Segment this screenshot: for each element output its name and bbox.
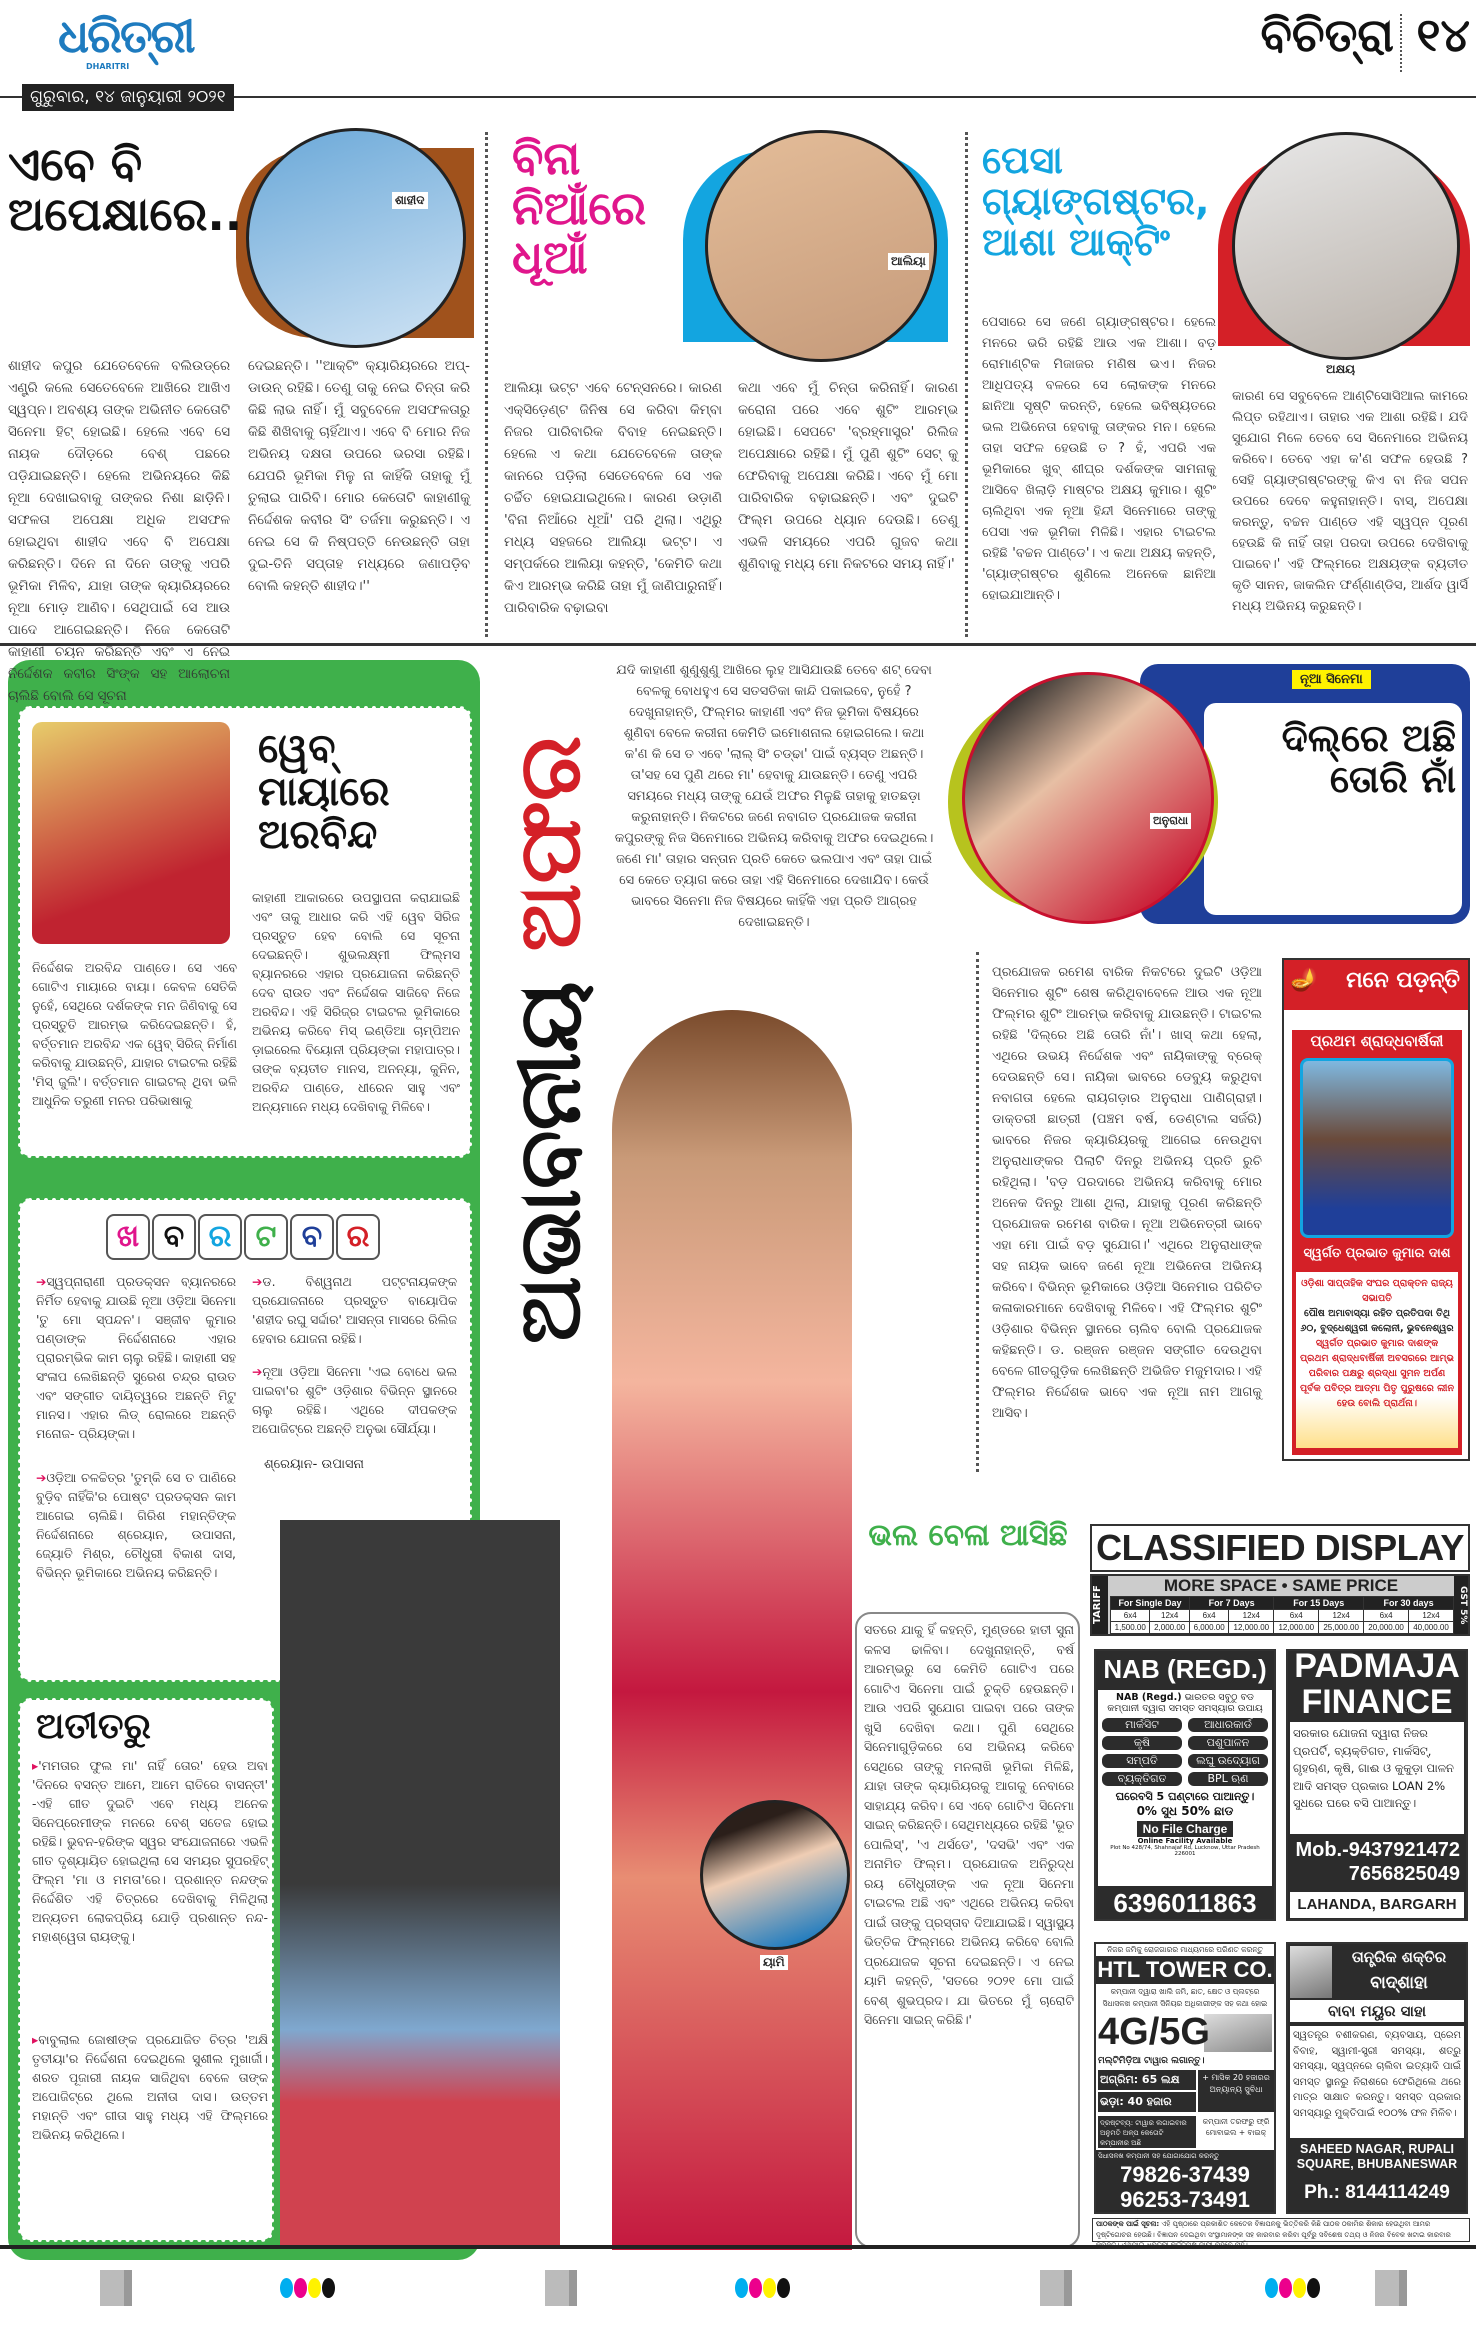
akshay-photo — [1232, 132, 1460, 360]
kb-letter: ଟ — [244, 1214, 288, 1260]
khabar-item-text: ଓଡ଼ିଆ ଚଳଚ୍ଚିତ୍ର 'ତୁମ୍‌କି ସେ ତ ପାଣିରେ ବୁଡ଼ିବ ନାହିଁକି'ର ପୋଷ୍ଟ ପ୍ରଡକ୍ସନ କାମ ଆଗେଇ ଚାଲିଛି। ଗିରିଶ ମହାନ୍ତିଙ୍କ ନିର୍ଦ୍ଦେଶନାରେ ଶ୍ରେୟାନ, ଉପାସନା, ଜ୍ୟୋତି ମିଶ୍ର, ଚୌଧୁରୀ ବିକାଶ ଦାସ, ବିଭିନ୍ନ ଭୂମିକାରେ ଅଭିନୟ କରିଛନ୍ତି। — [36, 1470, 236, 1580]
obituary-line2: ପୌଷ ଅମାବାସ୍ୟା ରହିତ ପ୍ରତିପଦା ତିଥି — [1304, 1308, 1450, 1319]
nab-pill: ଲଘୁ ଉଦ୍ୟୋଗ — [1188, 1754, 1268, 1768]
nab-body — [1098, 1690, 1272, 1886]
kb-letter: ର — [336, 1214, 380, 1260]
khabar-item-text: ନୂଆ ଓଡ଼ିଆ ସିନେମା 'ଏଇ ବୋଧେ ଭଲ ପାଇବା'ର ଶୁଟିଂ ଓଡ଼ିଶାର ବିଭିନ୍ନ ସ୍ଥାନରେ ଚାଲୁ ରହିଛି। ଏଥିରେ ଦୀପକଙ୍କ ଅପୋଜିଟ୍‌ରେ ଅଛନ୍ତି ଅନୁଭା ସୌର୍ଯ୍ୟା। — [252, 1364, 457, 1436]
tariff-size: 12x4 — [1150, 1610, 1189, 1622]
shahid-headline: ଏବେ ବି ଅପେକ୍ଷାରେ.. — [8, 137, 243, 241]
tariff-size: 6x4 — [1189, 1610, 1228, 1622]
atitaru-item-text: 'ମମତାର ଫୁଲ ମା' ନାହିଁ ତୋର' ହେଉ ଅବା 'ଦିନରେ ବସନ୍ତ ଆମେ, ଆମେ ରାତିରେ ବାସନ୍ତୀ' -ଏହି ଗୀତ ଦୁଇଟି ଏବେ ମଧ୍ୟ ଅନେକ ସିନେପ୍ରେମୀଙ୍କ ମନରେ ବେଶ୍ ସତେଜ ହୋଇ ରହିଛି। ଭୁବନ-ହରିଙ୍କ ସ୍ୱର ସଂଯୋଜନାରେ ଏଭଳି ଗୀତ ଦୃଶ୍ୟାୟିତ ହୋଇଥିଲା ସେ ସମୟର ସୁପରହିଟ୍ ଫିଲ୍ମ 'ମା ଓ ମମତା'ରେ। ପ୍ରଶାନ୍ତ ନନ୍ଦଙ୍କ ନିର୍ଦ୍ଦେଶିତ ଏହି ଚିତ୍ରରେ ଦେଖିବାକୁ ମିଳିଥିଲା ଅନ୍ୟତମ ଲୋକପ୍ରିୟ ଯୋଡ଼ି ପ୍ରଶାନ୍ତ ନନ୍ଦ-ମହାଶ୍ୱେତା ରାୟଙ୍କୁ। — [32, 1758, 268, 1944]
classified-title: CLASSIFIED DISPLAY — [1090, 1524, 1470, 1572]
obituary-line1: ଓଡ଼ିଶା ସାପ୍ତାହିକ ସଂଘର ପ୍ରାକ୍ତନ ରାଜ୍ୟ ସଭାପତି — [1301, 1278, 1453, 1304]
obituary-title: ପ୍ରଥମ ଶ୍ରାଦ୍ଧବାର୍ଷିକୀ — [1310, 1032, 1444, 1050]
khabar-tabar-logo — [106, 1214, 382, 1260]
htl-monthly: + ମାସିକ 20 ହଜାରର ଅନ୍ୟାନ୍ୟ ସୁବିଧା — [1198, 2070, 1274, 2112]
khabar-item-text: ସ୍ୱପ୍ନାରାଣୀ ପ୍ରଡକ୍ସନ ବ୍ୟାନରରେ ନିର୍ମିତ ହେବାକୁ ଯାଉଛି ନୂଆ ଓଡ଼ିଆ ସିନେମା 'ତୁ ମୋ ସ୍ପନ୍ଦନ'। ସଞ୍ଜୀବ କୁମାର ପଣ୍ଡାଙ୍କ ନିର୍ଦ୍ଦେଶନାରେ ଏହାର ପ୍ରାରମ୍ଭିକ କାମ ଚାଲୁ ରହିଛି। କାହାଣୀ ସହ ସଂଳାପ ଲେଖିଛନ୍ତି ସୁରେଶ ଚନ୍ଦ୍ର ରାଉତ ଏବଂ ସଙ୍ଗୀତ ଦାୟିତ୍ୱରେ ଅଛନ୍ତି ମିଟୁ ମାନସ। ଏହାର ଲିଡ୍ ରୋଲରେ ଅଛନ୍ତି ମନୋଜ- ପ୍ରିୟଙ୍କା। — [36, 1274, 236, 1441]
tariff-price: 6,000.00 — [1189, 1622, 1228, 1634]
nab-pill: BPL ଋଣ — [1188, 1772, 1268, 1786]
tariff-period: For 7 Days — [1189, 1597, 1273, 1610]
tariff-size: 12x4 — [1229, 1610, 1274, 1622]
bottom-rule — [0, 2245, 1476, 2249]
shreyan-upasana-photo — [280, 1520, 560, 2248]
registration-block — [1040, 2270, 1072, 2306]
triangle-icon: ▸ — [32, 1758, 39, 1773]
triangle-icon: ▸ — [32, 2032, 39, 2047]
masthead-logo — [58, 8, 228, 78]
anuradha-caption: ଅନୁରାଧା — [1150, 813, 1191, 829]
akshay-headline: ପେସା ଗ୍ୟାଙ୍ଗଷ୍ଟର, ଆଶା ଆକ୍ଟିଂ — [982, 138, 1210, 265]
yami-caption: ୟାମି — [760, 1955, 788, 1970]
atitaru-item-text: ବାବୁଲାଲ ଜୋଷୀଙ୍କ ପ୍ରଯୋଜିତ ଚିତ୍ର 'ଅକ୍ଷି ତୃତୀୟା'ର ନିର୍ଦ୍ଦେଶନା ଦେଇଥିଲେ ସୁଶୀଲ ମୁଖାର୍ଜୀ। ଶରତ ପୂଜାରୀ ନାୟକ ସାଜିଥିବା ବେଳେ ତାଙ୍କ ଅପୋଜିଟ୍‌ରେ ଥିଲେ ଅନୀତା ଦାସ। ଉତ୍ତମ ମହାନ୍ତି ଏବଂ ଗୀତା ସାହୁ ମଧ୍ୟ ଏହି ଫିଲ୍ମରେ ଅଭିନୟ କରିଥିଲେ। — [32, 2032, 268, 2142]
anuradha-photo — [962, 672, 1214, 924]
tariff-tagline: MORE SPACE • SAME PRICE — [1163, 1576, 1399, 1595]
tariff-price: 12,000.00 — [1229, 1622, 1274, 1634]
tariff-box — [1090, 1574, 1470, 1636]
anuradha-body: ପ୍ରଯୋଜକ ରମେଶ ବାରିକ ନିକଟରେ ଦୁଇଟି ଓଡ଼ିଆ ସିନେମାର ଶୁଟିଂ ଶେଷ କରିଥିବାବେଳେ ଆଉ ଏକ ନୂଆ ଫିଲ୍ମର ଶୁଟିଂ ଆରମ୍ଭ କରିବାକୁ ଯାଉଛନ୍ତି। ଟାଇଟଲ ରହିଛି 'ଦିଲ୍‌ରେ ଅଛି ତୋରି ନାଁ'। ଖାସ୍ କଥା ହେଲା, ଏଥିରେ ଉଭୟ ନିର୍ଦ୍ଦେଶକ ଏବଂ ନାୟିକାଙ୍କୁ ବ୍ରେକ୍ ଦେଉଛନ୍ତି ସେ। ନାୟିକା ଭାବରେ ଡେବ୍ୟୁ କରୁଥିବା ନବାଗତା ହେଲେ ରାୟଗଡ଼ାର ଅନୁରାଧା ପାଣିଗ୍ରାହୀ। ଡାକ୍ତରୀ ଛାତ୍ରୀ (ପଞ୍ଚମ ବର୍ଷ, ଡେଣ୍ଟାଲ ସର୍ଜରି) ଭାବରେ ନିଜର କ୍ୟାରିୟରକୁ ଆଗେଇ ନେଉଥିବା ଅନୁରାଧାଙ୍କର ପିଲାଟି ଦିନରୁ ଅଭିନୟ ପ୍ରତି ରୁଚି ରହିଥିଲା। 'ବଡ଼ ପରଦାରେ ଅଭିନୟ କରିବାକୁ ମୋର ଅନେକ ଦିନରୁ ଆଶା ଥିଲା, ଯାହାକୁ ପୂରଣ କରିଛନ୍ତି ପ୍ରଯୋଜକ ରମେଶ ବାରିକ। ନୂଆ ଅଭିନେତ୍ରୀ ଭାବେ ଏହା ମୋ ପାଇଁ ବଡ଼ ସୁଯୋଗ।' ଏଥିରେ ଅନୁରାଧାଙ୍କ ସହ ନାୟକ ଭାବେ ଜଣେ ନୂଆ ଅଭିନେତା ଅଭିନୟ କରିବେ। ବିଭିନ୍ନ ଭୂମିକାରେ ଓଡ଼ିଆ ସିନେମାର ପରିଚିତ କଳାକାରମାନେ ଦେଖିବାକୁ ମିଳିବେ। ଏହି ଫିଲ୍ମର ଶୁଟିଂ ଓଡ଼ିଶାର ବିଭିନ୍ନ ସ୍ଥାନରେ ଚାଲିବ ବୋଲି ପ୍ରଯୋଜକ କହିଛନ୍ତି। ଡ. ରଞ୍ଜନ ରଞ୍ଜନ ସଙ୍ଗୀତ ଦେଉଥିବା ବେଳେ ଗୀତଗୁଡ଼ିକ ଲେଖିଛନ୍ତି ଅଭିଜିତ ମଜୁମଦାର। ଏହି ଫିଲ୍ମର ନିର୍ଦ୍ଦେଶକ ଭାବେ ଏକ ନୂଆ ନାମ ଆଗକୁ ଆସିବ। — [992, 965, 1262, 1421]
kareena-headline-vertical — [490, 690, 610, 1410]
khabar-item-text: ଡ. ବିଶ୍ୱନାଥ ପଟ୍ଟନାୟକଙ୍କ ପ୍ରଯୋଜନାରେ ପ୍ରସ୍ତୁତ ବାୟୋପିକ 'ଶହୀଦ ରଘୁ ସର୍ଦ୍ଦାର' ଆସନ୍ତା ମାସରେ ରିଲିଜ ହେବାର ଯୋଜନା ରହିଛି। — [252, 1274, 457, 1346]
nab-title: NAB (REGD.) — [1103, 1654, 1267, 1684]
kb-letter: ବ — [290, 1214, 334, 1260]
khabar-item — [252, 1362, 457, 1438]
arrow-icon: ➔ — [252, 1274, 263, 1289]
nab-services — [1102, 1716, 1268, 1788]
column-divider — [485, 132, 488, 637]
kareena-body: ଯଦି କାହାଣୀ ଶୁଣୁଶୁଣୁ ଆଖିରେ ଲୁହ ଆସିଯାଉଛି ତେବେ ଶଟ୍ ଦେବା ବେଳକୁ ବୋଧହୁଏ ସେ ସତସତିକା କାନ୍ଦି ପକାଇବେ, ନୁହେଁ ? ଦେଖୁନାହାନ୍ତି, ଫିଲ୍ମର କାହାଣୀ ଏବଂ ନିଜ ଭୂମିକା ବିଷୟରେ ଶୁଣିବା ବେଳେ କରୀନା କେମିତି ଇମୋଶନାଲ ହୋଇଗଲେ। କଥା କ'ଣ କି ସେ ତ ଏବେ 'ଲାଲ୍ ସିଂ ଚଡ୍ଢା' ପାଇଁ ବ୍ୟସ୍ତ ଅଛନ୍ତି। ତା'ସହ ସେ ପୁଣି ଥରେ ମା' ହେବାକୁ ଯାଉଛନ୍ତି। ତେଣୁ ଏପରି ସମୟରେ ମଧ୍ୟ ତାଙ୍କୁ ଯେଉଁ ଅଫର ମିଳୁଛି ତାହାକୁ ହାତଛଡ଼ା କରୁନାହାନ୍ତି। ନିକଟରେ ଜଣେ ନବାଗତ ପ୍ରଯୋଜକ କରୀନା କପୁରଙ୍କୁ ନିଜ ସିନେମାରେ ଅଭିନୟ କରିବାକୁ ଅଫର ଦେଇଥିଲେ। ଜଣେ ମା' ତାହାର ସନ୍ତାନ ପ୍ରତି କେତେ ଭଲପାଏ ଏବଂ ତାହା ପାଇଁ ସେ କେତେ ତ୍ୟାଗ କରେ ତାହା ଏହି ସିନେମାରେ ଦେଖାଯିବ। କେଉଁ ଭାବରେ ସିନେମା ନିଜ ବିଷୟରେ କାହିଁକି ଏହା ପ୍ରତି ଆଗ୍ରହ ଦେଖାଇଛନ୍ତି। — [614, 660, 934, 933]
alia-col2: କଥା ଏବେ ମୁଁ ଚିନ୍ତା କରିନାହିଁ। କାରଣ କରୋନା ପରେ ଏବେ ଶୁଟିଂ ଆରମ୍ଭ ହୋଇଛି। ସେପଟେ 'ବ୍ରହ୍ମାସ୍ତ୍ର' ରିଲିଜ ଅପେକ୍ଷାରେ ରହିଛି। ମୁଁ ପୁଣି ଶୁଟିଂ ସେଟ୍ କୁ ଫେରିବାକୁ ଅପେକ୍ଷା କରିଛି। ଏବେ ମୁଁ ମୋ ପାରିବାରିକ ବଢ଼ାଇଛନ୍ତି। ଏବଂ ଦୁଇଟି ଫିଲ୍ମ ଉପରେ ଧ୍ୟାନ ଦେଉଛି। ତେଣୁ ଏଭଳି ସମୟରେ ଏପରି ଗୁଜବ କଥା ଶୁଣିବାକୁ ମଧ୍ୟ ମୋ ନିକଟରେ ସମୟ ନାହିଁ।' — [738, 381, 958, 572]
atitaru-headline: ଅତୀତରୁ — [36, 1706, 151, 1747]
kareena-photo — [612, 1010, 852, 2250]
nab-intro: ଭାରତର ସବୁଠୁ ବଡ କମ୍ପାନୀ ଦ୍ୱାରା ସମସ୍ତ ସମସ୍ୟାର ଉପାୟ — [1107, 1692, 1263, 1714]
nab-pill: କୃଷି — [1102, 1736, 1182, 1750]
nab-pill: ଆଧାରକାର୍ଡ — [1188, 1718, 1268, 1732]
lamp-icon: 🪔 — [1290, 968, 1318, 993]
htl-tower-image — [1204, 2014, 1272, 2052]
yami-photo — [700, 1800, 850, 1950]
obituary-name: ସ୍ୱର୍ଗତ ପ୍ରଭାତ କୁମାର ଦାଶ — [1303, 1246, 1451, 1261]
obituary-line3: ୬୦, ବୁଦ୍ଧେଶ୍ୱରୀ କଲୋନୀ, ଭୁବନେଶ୍ୱର — [1300, 1323, 1454, 1334]
baba-photo — [1290, 1946, 1332, 1998]
arrow-icon: ➔ — [252, 1364, 263, 1379]
anuradha-headline: ଦିଲ୍‌ରେ ଅଛି ତୋରି ନାଁ — [1281, 716, 1456, 802]
kb-letter: ଖ — [106, 1214, 150, 1260]
htl-contact: ସିଧାସଳଖ କମ୍ପାନୀ ସହ ଯୋଗାଯୋଗ କରନ୍ତୁ — [1096, 2150, 1274, 2163]
yami-body: ସତରେ ଯାକୁ ହିଁ କହନ୍ତି, ମୁଣ୍ଡରେ ହାତୀ ସୁନା କଳସ ଢାଳିବା। ଦେଖୁନାହାନ୍ତି, ବର୍ଷ ଆରମ୍ଭରୁ ସେ କେମିତି ଗୋଟିଏ ପରେ ଗୋଟିଏ ସିନେମା ପାଇଁ ଚୁକ୍ତି ହେଉଛନ୍ତି। ଆଉ ଏପରି ସୁଯୋଗ ପାଇବା ପରେ ତାଙ୍କ ଖୁସି ଦେଖିବା କଥା। ପୁଣି ସେଥିରେ ସିନେମାଗୁଡ଼ିକରେ ସେ ଅଭିନୟ କରିବେ ସେଥିରେ ତାଙ୍କୁ ମନଲାଖି ଭୂମିକା ମିଳିଛି, ଯାହା ତାଙ୍କ କ୍ୟାରିୟରକୁ ଆଗକୁ ନେବାରେ ସାହାଯ୍ୟ କରିବ। ସେ ଏବେ ଗୋଟିଏ ସିନେମା ସାଇନ୍ କରିଛନ୍ତି। ସେଥିମଧ୍ୟରେ ରହିଛି 'ଭୂତ ପୋଲିସ୍', 'ଏ ଥର୍ସଡେ', 'ଦସଭି' ଏବଂ ଏକ ଅନାମିତ ଫିଲ୍ମ। ପ୍ରଯୋଜକ ଅନିରୁଦ୍ଧ ରୟ ଚୌଧୁରୀଙ୍କ ଏକ ନୂଆ ସିନେମା ଟାଇଟଲ ଅଛି ଏବଂ ଏଥିରେ ଅଭିନୟ କରିବା ପାଇଁ ତାଙ୍କୁ ପ୍ରସ୍ତାବ ଦିଆଯାଇଛି। ସ୍ୱାସ୍ଥ୍ୟ ଭିତ୍ତିକ ଫିଲ୍ମରେ ଅଭିନୟ କରିବେ ବୋଲି ପ୍ରଯୋଜକ ସୂଚନା ଦେଇଛନ୍ତି। ଏ ନେଇ ୟାମି କହନ୍ତି, 'ସତରେ ୨୦୨୧ ମୋ ପାଇଁ ବେଶ୍ ଶୁଭପ୍ରଦ। ଯା ଭିତରେ ମୁଁ ଚାରୋଟି ସିନେମା ସାଇନ୍ କରିଛି।' — [864, 1622, 1074, 2027]
kareena-headline-part2: ଅଫର — [500, 735, 600, 952]
padmaja-mobile: Mob.-9437921472 — [1295, 1839, 1460, 1861]
tariff-price: 40,000.00 — [1409, 1622, 1454, 1634]
notice-text: ଏହି ପୃଷ୍ଠାରେ ପ୍ରକାଶିତ କେତେକ ବିଜ୍ଞାପନକୁ ଭିତ୍ତିକରି କିଛି ପାଠକ ଠକାମିର ଶିକାର ହେଉଥିବା ଆମର ଦୃଷ୍ଟିଗୋଚର ହେଉଛି। ବିଜ୍ଞାପନ ଦେଇଥିବା ସଂସ୍ଥାମାନଙ୍କ ସହ କାରବାର କରିବା ପୂର୍ବରୁ ସବିଶେଷ ତଥ୍ୟ ଓ ନିଜର ବିବେକ ଖଟାଇ କାରବାର କରନ୍ତୁ। ଏଥିପାଇଁ ଧରିତ୍ରୀ କର୍ତ୍ତୃପକ୍ଷ ଦାୟୀ ରହିବେ ନାହିଁ। — [1096, 2220, 1451, 2249]
alia-caption: ଆଲିୟା — [888, 253, 929, 270]
tariff-price: 25,000.00 — [1319, 1622, 1364, 1634]
tariff-size: 6x4 — [1364, 1610, 1409, 1622]
htl-free: କମ୍ପାନୀ ତରଫରୁ ଫ୍ରି ମୋବାଇଲ + ବାଇକ୍ — [1202, 2117, 1270, 2137]
arvind-col2: କାହାଣୀ ଆକାରରେ ଉପସ୍ଥାପନା କରାଯାଇଛି ଏବଂ ତାକୁ ଆଧାର କରି ଏହି ୱେବ ସିରିଜ ପ୍ରସ୍ତୁତ ହେବ ବୋଲି ସେ ସୂଚନା ଦେଇଛନ୍ତି। ଶୁଭଲକ୍ଷ୍ମୀ ଫିଲ୍ମସ ବ୍ୟାନରରେ ଏହାର ପ୍ରଯୋଜନା କରିଛନ୍ତି ଦେବ ରାଉତ ଏବଂ ନିର୍ଦ୍ଦେଶକ ସାଜିବେ ନିଜେ ଅରବିନ୍ଦ। ଏହି ସିରିଜ୍‌ର ଟାଇଟଲ ଭୂମିକାରେ ଅଭିନୟ କରିବେ ମିସ୍ ଇଣ୍ଡିଆ ଚାମ୍ପିଅନ ଡ଼ାଇରେଲ ବିୟୋନୀ ପ୍ରିୟଙ୍କା ମହାପାତ୍ର। ତାଙ୍କ ବ୍ୟତୀତ ମାନସ, ଅନନ୍ୟା, କୁନିନ, ଅରବିନ୍ଦ ପାଣ୍ଡେ, ଧୀରେନ ସାହୁ ଏବଂ ଅନ୍ୟମାନେ ମଧ୍ୟ ଦେଖିବାକୁ ମିଳିବେ। — [252, 890, 460, 1114]
padmaja-body: ସରକାର ଯୋଜନା ଦ୍ୱାରା ନିଜର ପ୍ରପର୍ଟି, ବ୍ୟକ୍ତିଗତ, ମାର୍କସିଟ୍, ଗୃହଋଣ, କୃଷି, ଗାଈ ଓ କୁକୁଡ଼ା ପାଳନ ଆଦି ସମସ୍ତ ପ୍ରକାର LOAN 2% ସୁଧରେ ଘରେ ବସି ପାଆନ୍ତୁ। — [1290, 1722, 1464, 1834]
new-cinema-tag: ନୂଆ ସିନେମା — [1292, 670, 1371, 689]
page-number: ୧୪ — [1416, 8, 1470, 62]
nab-phone: 6396011863 — [1113, 1888, 1257, 1918]
nab-address: Plot No 428/74, Shahnajaf Rd, Lucknow, Uttar Pradesh 226001 — [1110, 1845, 1260, 1857]
akshay-caption: ଅକ୍ଷୟ — [1326, 362, 1356, 376]
tariff-price: 12,000.00 — [1274, 1622, 1319, 1634]
title-divider — [1400, 14, 1402, 72]
padmaja-title2: FINANCE — [1301, 1683, 1453, 1721]
htl-multimedia: ମଲ୍ଟିମିଡ଼ିଆ ଟାୱାର ଲଗାନ୍ତୁ। — [1098, 2056, 1205, 2066]
shahid-col2: ଦେଇଛନ୍ତି। ''ଆକ୍ଟିଂ କ୍ୟାରିୟରରେ ଅପ୍-ଡାଉନ୍ ରହିଛି। ତେଣୁ ତାକୁ ନେଇ ଚିନ୍ତା କରି କିଛି ଲାଭ ନାହିଁ। ମୁଁ ସବୁବେଳେ ଅସଫଳତାରୁ କିଛି ଶିଖିବାକୁ ଚାହିଁଥାଏ। ଏବେ ବି ମୋର ନିଜ ଅଭିନୟ ଦକ୍ଷତା ଉପରେ ଭରସା ରହିଛି। ଯେପରି ଭୂମିକା ମିଳୁ ନା କାହିଁକି ତାହାକୁ ମୁଁ ତୁଲାଇ ପାରିବି। ମୋର କେତୋଟି କାହାଣୀକୁ ନିର୍ଦ୍ଦେଶକ କବୀର ସିଂ ତର୍ଜମା କରୁଛନ୍ତି। ଏ ନେଇ ସେ କି ନିଷ୍ପତ୍ତି ନେଉଛନ୍ତି ତାହା ଦୁଇ-ତିନି ସପ୍ତାହ ମଧ୍ୟରେ ଜଣାପଡ଼ିବ ବୋଲି କହନ୍ତି ଶାହୀଦ।'' — [248, 359, 470, 594]
nab-pill: ବ୍ୟକ୍ତିଗତ — [1102, 1772, 1182, 1786]
alia-photo — [705, 130, 937, 362]
tantrik-title2: ବାଦ୍‌ଶାହା — [1370, 1973, 1428, 1993]
tariff-size: 6x4 — [1274, 1610, 1319, 1622]
htl-top: ନିଜର ଜମିକୁ ରୋଜଗାରର ମାଧ୍ୟମରେ ପରିଣତ କରନ୍ତୁ — [1107, 1945, 1263, 1954]
tariff-period: For 15 Days — [1274, 1597, 1364, 1610]
arrow-icon: ➔ — [36, 1470, 47, 1485]
notice-label: ପାଠକଙ୍କ ପାଇଁ ସୂଚନା: — [1096, 2220, 1160, 2228]
tariff-period: For 30 days — [1364, 1597, 1454, 1610]
kb-letter: ର — [198, 1214, 242, 1260]
htl-note: ଦ୍ରଷ୍ଟବ୍ୟ: ଟାୱାର ଲଗାଇବାର ଅନୁମତି ଅଳ୍ପ କେତୋଟି କମ୍ପାନୀର ଅଛି — [1098, 2116, 1196, 2148]
nab-intro-bold: NAB (Regd.) — [1116, 1692, 1182, 1703]
obituary-line4: ସ୍ୱର୍ଗତ ପ୍ରଭାତ କୁମାର ଦାଶଙ୍କ ପ୍ରଥମ ଶ୍ରାଦ୍ଧବାର୍ଷିକୀ ଅବସରରେ ଆମ୍ଭ ପରିବାର ପକ୍ଷରୁ ଶ୍ରଦ୍ଧା ସୁମନ ଅର୍ପଣ ପୂର୍ବକ ପବିତ୍ର ଆତ୍ମା ପିତୃ ପୁରୁଷରେ ଲୀନ ହେଉ ବୋଲି ପ୍ରାର୍ଥନା। — [1300, 1338, 1454, 1409]
arvind-col1: ନିର୍ଦ୍ଦେଶକ ଅରବିନ୍ଦ ପାଣ୍ଡେ। ସେ ଏବେ ଗୋଟିଏ ମାୟାରେ ବାୟା। କେବଳ ସେତିକି ନୁହେଁ, ସେଥିରେ ଦର୍ଶକଙ୍କ ମନ ଜିଣିବାକୁ ସେ ପ୍ରସ୍ତୁତି ଆରମ୍ଭ କରିଦେଇଛନ୍ତି। ହଁ, ବର୍ତ୍ତମାନ ଅରବିନ୍ଦ ଏକ ୱେବ୍ ସିରିଜ୍ ନିର୍ମାଣ କରିବାକୁ ଯାଉଛନ୍ତି, ଯାହାର ଟାଇଟଲ ରହିଛି 'ମିସ୍ ଜୁଲି'। ବର୍ତ୍ତମାନ ଗାଇଟଲ୍ ଥିବା ଭଳି ଆଧୁନିକ ତରୁଣୀ ମନର ପରିଭାଷାକୁ — [32, 960, 237, 1108]
section-title: ବିଚିତ୍ରା — [1260, 8, 1394, 62]
htl-rent: ଭଡ଼ା: 40 ହଜାର — [1098, 2092, 1196, 2112]
khabar-item — [36, 1468, 236, 1582]
tariff-label: TARIFF — [1092, 1576, 1108, 1634]
column-divider — [976, 952, 979, 1472]
arvind-photo — [32, 722, 230, 944]
tariff-size: 12x4 — [1319, 1610, 1364, 1622]
atitaru-item — [32, 2030, 268, 2144]
htl-title: HTL TOWER CO. — [1097, 1957, 1273, 1982]
htl-phone2: 96253-73491 — [1096, 2187, 1274, 2212]
atitaru-item — [32, 1756, 268, 1946]
tariff-price: 2,000.00 — [1150, 1622, 1189, 1634]
tantrik-title1: ତାନ୍ତ୍ରିକ ଶକ୍ତିର — [1351, 1948, 1447, 1966]
htl-line2: ସିଧାସଳଖ କମ୍ପାନୀ ସିନିୟର ଅଧିକାରୀଙ୍କ ସହ କଥା ହୋଇ — [1102, 1999, 1268, 2008]
khabar-item — [36, 1272, 236, 1443]
akshay-col2: କାରଣ ସେ ସବୁବେଳେ ଆଣ୍ଟିସୋସିଆଲ କାମରେ ଲିପ୍ତ ରହିଥାଏ। ତାହାର ଏକ ଆଶା ରହିଛି। ଯଦି ସୁଯୋଗ ମିଳେ ତେବେ ସେ ସିନେମାରେ ଅଭିନୟ କରିବେ। ତେବେ ଏହା କ'ଣ ସଫଳ ହେଉଛି ? ସେହି ଗ୍ୟାଙ୍ଗଷ୍ଟରଙ୍କୁ କିଏ ବା ନିଜ ସପନ ଉପରେ ଦେବେ କହୁନାହାନ୍ତି। ବାସ୍, ଅପେକ୍ଷା କରନ୍ତୁ, ବଚ୍ଚନ ପାଣ୍ଡେ ଏହି ସ୍ୱପ୍ନ ପୂରଣ ହେଉଛି କି ନାହିଁ ତାହା ପରଦା ଉପରେ ଦେଖିବାକୁ ପାଇବେ।' ଏହି ଫିଲ୍ମରେ ଅକ୍ଷୟଙ୍କ ବ୍ୟତୀତ କୃତି ସାନନ, ଜାକଲିନ ଫର୍ଣ୍ଣାଣ୍ଡିସ, ଆର୍ଶଦ ୱାର୍ସି ମଧ୍ୟ ଅଭିନୟ କରୁଛନ୍ତି। — [1232, 389, 1468, 614]
akshay-col1: ପେସାରେ ସେ ଜଣେ ଗ୍ୟାଙ୍ଗଷ୍ଟର। ହେଲେ ମନରେ ଭରି ରହିଛି ଆଉ ଏକ ଆଶା। ବଡ଼ ରୋମାଣ୍ଟିକ ମିଜାଜର ମଣିଷ ଭଏ। ନିଜର ଆଧିପତ୍ୟ ବଳରେ ସେ ଲୋକଙ୍କ ମନରେ ଛାନିଆ ସୃଷ୍ଟି କରନ୍ତି, ହେଲେ ଭବିଷ୍ୟତରେ ଭଲ ଅଭିନେତା ହେବାକୁ ତାଙ୍କର ମନ। ହେଲେ ତାହା ସଫଳ ହେଉଛି ତ ? ହଁ, ଏପରି ଏକ ଭୂମିକାରେ ଖୁବ୍ ଶୀଘ୍ର ଦର୍ଶକଙ୍କ ସାମନାକୁ ଆସିବେ ଖିଲାଡ଼ି ମାଷ୍ଟର ଅକ୍ଷୟ କୁମାର। ଶୁଟିଂ ଚାଲିଥିବା ଏକ ନୂଆ ହିନ୍ଦୀ ସିନେମାରେ ତାଙ୍କୁ ପେସା ଏକ ଭୂମିକା ମିଳିଛି। ଏହାର ଟାଇଟଲ ରହିଛି 'ବଚ୍ଚନ ପାଣ୍ଡେ'। ଏ କଥା ଅକ୍ଷୟ କହନ୍ତି, 'ଗ୍ୟାଙ୍ଗଷ୍ଟର ଶୁଣିଲେ ଅନେକେ ଛାନିଆ ହୋଇଯାଆନ୍ତି। — [982, 315, 1216, 603]
print-registration-marks — [0, 2258, 1476, 2338]
khabar-item — [252, 1272, 457, 1348]
arvind-headline: ୱେବ୍ ମାୟାରେ ଅରବିନ୍ଦ — [258, 726, 390, 859]
registration-block — [100, 2270, 132, 2306]
padmaja-title1: PADMAJA — [1294, 1647, 1460, 1685]
tantrik-phone: Ph.: 8144114249 — [1304, 2182, 1450, 2203]
nab-line1: ଘରେବସି 5 ଘଣ୍ଟାରେ ପାଆନ୍ତୁ। — [1115, 1790, 1255, 1803]
padmaja-mobile2: 7656825049 — [1348, 1863, 1460, 1885]
tariff-size: 12x4 — [1409, 1610, 1454, 1622]
logo-text: ଧରିତ୍ରୀ — [58, 9, 194, 63]
nab-pill: ମାର୍କସିଟ — [1102, 1718, 1182, 1732]
cmyk-dots — [1265, 2278, 1321, 2302]
logo-subtext: DHARITRI — [86, 62, 130, 71]
htl-phone1: 79826-37439 — [1096, 2163, 1274, 2187]
tantrik-address: SAHEED NAGAR, RUPALI SQUARE, BHUBANESWAR — [1296, 2142, 1458, 2171]
cmyk-dots — [280, 2278, 336, 2302]
nab-line2: 0% ସୁଧ 50% ଛାଡ — [1136, 1804, 1234, 1818]
htl-line1: କମ୍ପାନୀ ଦ୍ୱାରା ଖାଲି ଜମି, ଛାତ, କ୍ଷେତ ଓ ପ୍ଲଟ୍‌ରେ — [1110, 1987, 1260, 1996]
tariff-price: 1,500.00 — [1111, 1622, 1150, 1634]
date-bar: ଗୁରୁବାର, ୧୪ ଜାନୁୟାରୀ ୨୦୨୧ — [22, 84, 234, 111]
arrow-icon: ➔ — [36, 1274, 47, 1289]
tantrik-body: ସ୍ୱତନ୍ତ୍ର ବଶୀକରଣ, ବ୍ୟବସାୟ, ପ୍ରେମ ବିବାହ, ସ୍ୱାମୀ-ସ୍ତ୍ରୀ ସମସ୍ୟା, ଶତ୍ରୁ ସମସ୍ୟା, ସ୍ୱପ୍ନରେ ଚାଲିବା ଇତ୍ୟାଦି ପାଇଁ ସମସ୍ତ ସ୍ଥାନରୁ ନିରାଶରେ ଫେରିଥିଲେ ଥରେ ମାତ୍ର ସାକ୍ଷାତ କରନ୍ତୁ। ସମସ୍ତ ପ୍ରକାର ସମସ୍ୟାରୁ ମୁକ୍ତିପାଇଁ ୧୦୦% ଫଳ ମିଳିବ। — [1290, 2026, 1464, 2138]
obituary-banner: ମନେ ପଡ଼ନ୍ତି — [1284, 960, 1468, 1010]
obituary-photo — [1300, 1058, 1454, 1238]
shahid-col1: ଶାହୀଦ କପୁର ଯେତେବେଳେ ବଲିଉଡ୍‌ରେ ଏଣ୍ଟ୍ରି କଲେ ସେତେବେଳେ ଆଖିରେ ଆଖିଏ ସ୍ୱପ୍ନ। ଅବଶ୍ୟ ତାଙ୍କ ଅଭିନୀତ କେତୋଟି ସିନେମା ହିଟ୍ ହୋଇଛି। ହେଲେ ଏବେ ସେ ନାୟକ ଦୌଡ଼ରେ ବେଶ୍ ପଛରେ ପଡ଼ିଯାଇଛନ୍ତି। ହେଲେ ଅଭିନୟରେ କିଛି ନୂଆ ଦେଖାଇବାକୁ ତାଙ୍କର ନିଶା ଛାଡ଼ିନି। ସଫଳତା ଅପେକ୍ଷା ଅଧିକ ଅସଫଳ ହୋଇଥିବା ଶାହୀଦ ଏବେ ବି ଅପେକ୍ଷା କରିଛନ୍ତି। ଦିନେ ନା ଦିନେ ତାଙ୍କୁ ଏପରି ଭୂମିକା ମିଳିବ, ଯାହା ତାଙ୍କ କ୍ୟାରିୟରରେ ନୂଆ ମୋଡ଼ ଆଣିବ। ସେଥିପାଇଁ ସେ ଆଉ ପାଦେ ଆଗେଇଛନ୍ତି। ନିଜେ କେତୋଟି କାହାଣୀ ଚୟନ କରିଛନ୍ତି ଏବଂ ଏ ନେଇ ନିର୍ଦ୍ଦେଶକ କବୀର ସିଂଙ୍କ ସହ ଆଲୋଚନା ଚାଲିଛି ବୋଲି ସେ ସୂଚନା — [8, 359, 230, 704]
yami-headline: ଭଲ ବେଳା ଆସିଛି — [868, 1518, 1068, 1553]
shahid-photo — [246, 128, 466, 348]
registration-block — [1375, 2270, 1407, 2306]
tariff-price: 20,000.00 — [1364, 1622, 1409, 1634]
gst-label: GST 5% — [1454, 1576, 1468, 1634]
registration-block — [545, 2270, 577, 2306]
obituary-details — [1296, 1272, 1458, 1448]
cmyk-dots — [735, 2278, 791, 2302]
alia-headline: ବିନା ନିଆଁରେ ଧୂଆଁ — [512, 131, 647, 285]
nab-no-file-charge: No File Charge — [1137, 1821, 1234, 1837]
nab-pill: ପଶୁପାଳନ — [1188, 1736, 1268, 1750]
nab-pill: ସମ୍ପତି — [1102, 1754, 1182, 1768]
tantrik-name: ବାବା ମୟୁର ସାହା — [1290, 2000, 1464, 2022]
htl-advance: ଅଗ୍ରିମ: 65 ଲକ୍ଷ — [1098, 2070, 1196, 2090]
column-divider — [965, 132, 968, 637]
kareena-headline-part1: ଅଭାବନୀୟ — [500, 981, 600, 1345]
shreyan-caption: ଶ୍ରେୟାନ- ଉପାସନା — [260, 1455, 450, 1475]
tariff-table — [1110, 1596, 1454, 1634]
reader-notice — [1092, 2218, 1470, 2249]
htl-4g5g: 4G/5G — [1098, 2011, 1210, 2053]
shahid-caption: ଶାହୀଦ — [392, 192, 428, 209]
nab-online: Online Facility Available — [1137, 1837, 1233, 1845]
tariff-size: 6x4 — [1111, 1610, 1150, 1622]
padmaja-location: LAHANDA, BARGARH — [1290, 1892, 1464, 1918]
kb-letter: ବ — [152, 1214, 196, 1260]
alia-col1: ଆଲିୟା ଭଟ୍ଟ ଏବେ ଟେନ୍‌ସନରେ। କାରଣ ଏକ୍ସିଡ଼େଣ୍ଟ ଜିନିଷ ସେ କରିବା କିମ୍ବା ନିଜର ପାରିବାରିକ ବିବାହ ନେଇଛନ୍ତି। ହେଲେ ଏ କଥା ଯେତେବେଳେ ତାଙ୍କ କାନରେ ପଡ଼ିଲା ସେତେବେଳେ ସେ ଏକ ଚର୍ଚ୍ଚିତ ହୋଇଯାଇଥିଲେ। କାରଣ ଉଡ଼ାଣି 'ବିନା ନିଆଁରେ ଧୂଆଁ' ପରି ଥିଲା। ଏଥିରୁ ମଧ୍ୟ ସହଜରେ ଆଲିୟା ଭଟ୍ଟ। ଏ ସମ୍ପର୍କରେ ଆଲିୟା କହନ୍ତି, 'କେମିତି କଥା କିଏ ଆରମ୍ଭ କରିଛି ତାହା ମୁଁ ଜାଣିପାରୁନାହିଁ। ପାରିବାରିକ ବଢ଼ାଇବା — [504, 381, 722, 616]
tariff-period: For Single Day — [1111, 1597, 1190, 1610]
